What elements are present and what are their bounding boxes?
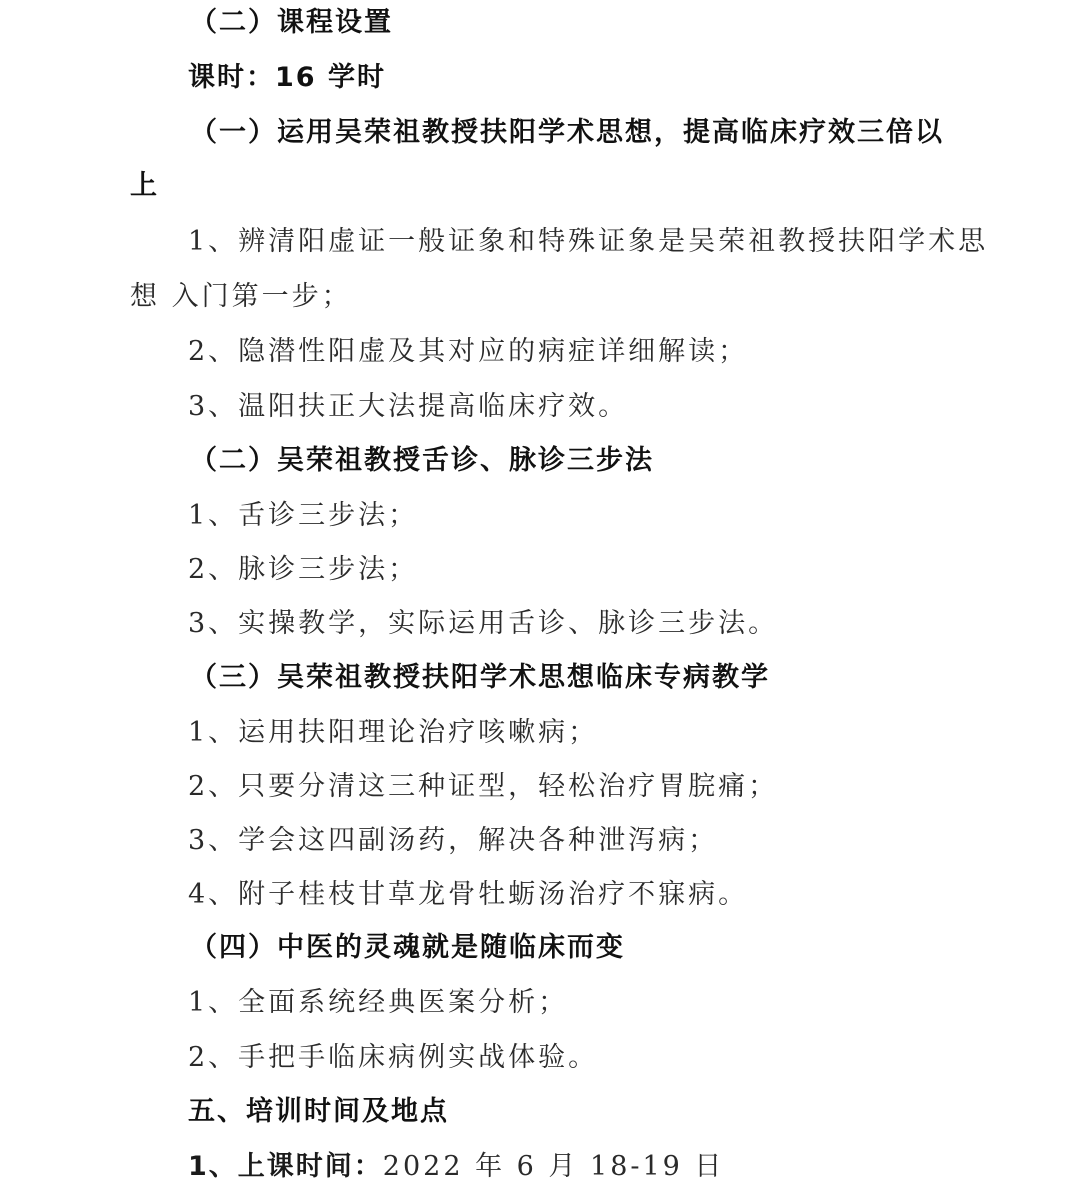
- section5-title: 五、培训时间及地点: [188, 1096, 449, 1127]
- part3-item-2: 2、只要分清这三种证型，轻松治疗胃脘痛；: [188, 771, 779, 802]
- part1-title: （一）运用吴荣祖教授扶阳学术思想，提高临床疗效三倍以: [190, 117, 944, 148]
- part1-item-3: 3、温阳扶正大法提高临床疗效。: [188, 391, 629, 422]
- section-heading-course-setup: （二）课程设置: [190, 7, 393, 38]
- part4-item-2: 2、手把手临床病例实战体验。: [188, 1042, 599, 1073]
- class-time-label: 1、上课时间：: [188, 1151, 383, 1182]
- part1-item-1-continued: 想 入门第一步；: [130, 281, 352, 312]
- part2-item-1: 1、舌诊三步法；: [188, 500, 419, 531]
- part3-item-4: 4、附子桂枝甘草龙骨牡蛎汤治疗不寐病。: [188, 879, 749, 910]
- part1-item-2: 2、隐潜性阳虚及其对应的病症详细解读；: [188, 336, 749, 367]
- part3-item-1: 1、运用扶阳理论治疗咳嗽病；: [188, 717, 599, 748]
- part2-item-3: 3、实操教学，实际运用舌诊、脉诊三步法。: [188, 608, 779, 639]
- part1-item-1: 1、辨清阳虚证一般证象和特殊证象是吴荣祖教授扶阳学术思: [188, 226, 989, 257]
- part2-title: （二）吴荣祖教授舌诊、脉诊三步法: [190, 445, 654, 476]
- part3-item-3: 3、学会这四副汤药，解决各种泄泻病；: [188, 825, 719, 856]
- part1-title-continued: 上: [130, 170, 159, 201]
- course-hours: 课时：16 学时: [188, 62, 386, 93]
- class-time-value: 2022 年 6 月 18-19 日: [382, 1151, 725, 1182]
- part4-item-1: 1、全面系统经典医案分析；: [188, 987, 569, 1018]
- part2-item-2: 2、脉诊三步法；: [188, 554, 419, 585]
- part3-title: （三）吴荣祖教授扶阳学术思想临床专病教学: [190, 662, 770, 693]
- class-time-row: [188, 1149, 724, 1185]
- part4-title: （四）中医的灵魂就是随临床而变: [190, 932, 625, 963]
